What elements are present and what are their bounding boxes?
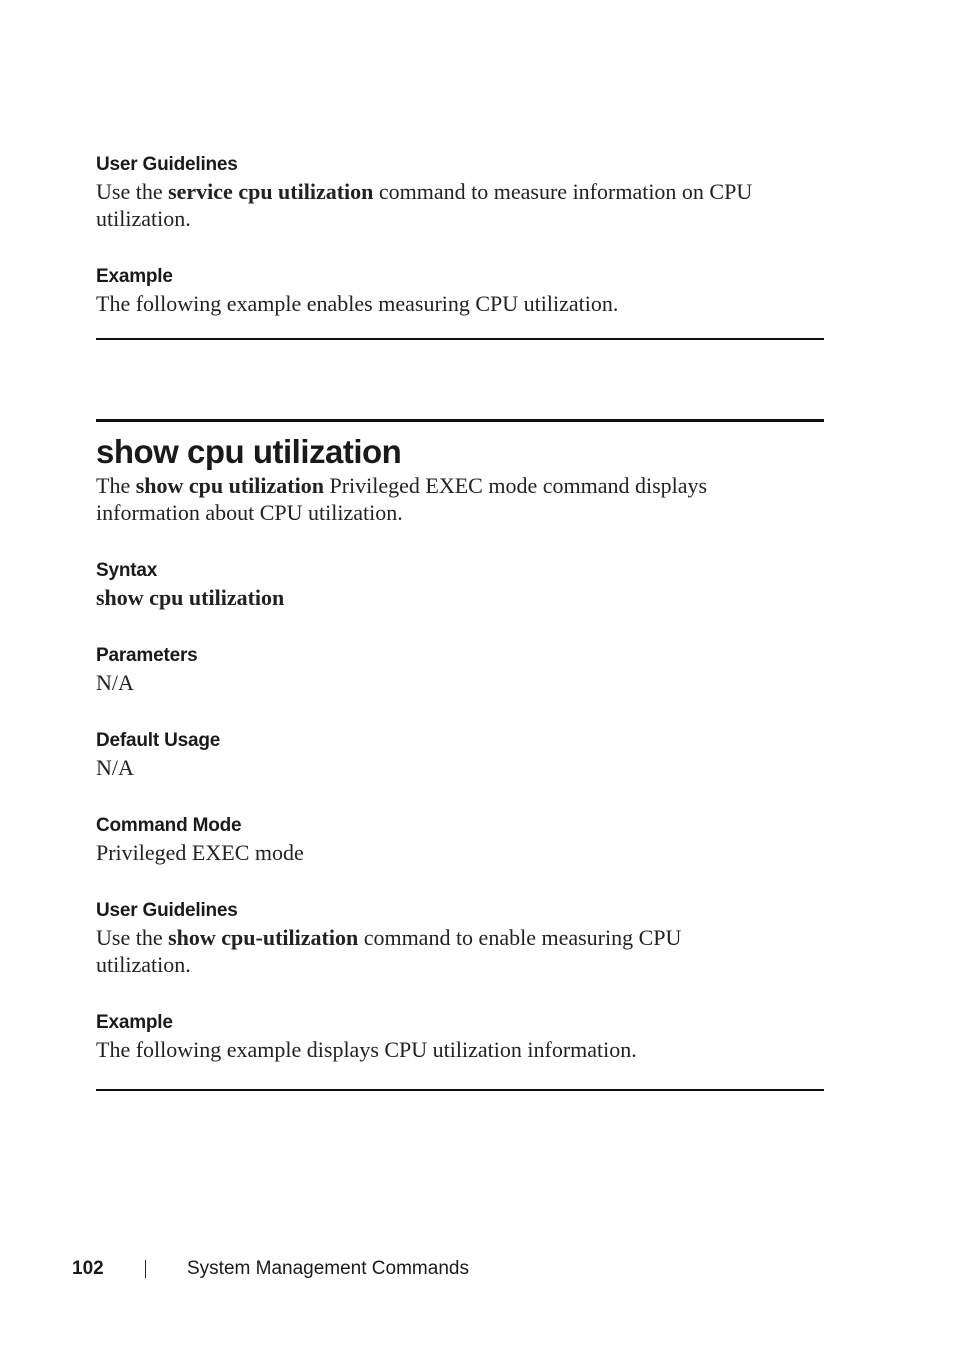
syntax-heading: Syntax — [96, 560, 158, 581]
prev-guidelines-heading: User Guidelines — [96, 154, 238, 175]
command-mode-heading: Command Mode — [96, 815, 242, 836]
guidelines-pre: Use the — [96, 925, 169, 950]
default-usage-heading: Default Usage — [96, 730, 221, 751]
previous-section — [96, 152, 824, 317]
default-usage-text: N/A — [96, 755, 134, 780]
prev-guidelines-pre: Use the — [96, 179, 169, 204]
parameters-text: N/A — [96, 670, 134, 695]
syntax-command: show cpu utilization — [96, 585, 285, 610]
page-number: 102 — [72, 1258, 104, 1279]
user-guidelines-text — [96, 924, 736, 978]
parameters-heading: Parameters — [96, 645, 198, 666]
syntax-text — [96, 584, 824, 611]
prev-example-heading: Example — [96, 266, 173, 287]
prev-guidelines-post: command to measure information on CPU utilization. — [96, 179, 753, 231]
guidelines-command: show cpu-utilization — [168, 925, 359, 950]
description-command: show cpu utilization — [135, 473, 324, 498]
user-guidelines-heading: User Guidelines — [96, 900, 238, 921]
prev-guidelines-text — [96, 178, 806, 232]
example-heading: Example — [96, 1012, 173, 1033]
command-section — [96, 432, 824, 1063]
footer-separator — [145, 1260, 146, 1278]
chapter-title: System Management Commands — [187, 1258, 469, 1279]
page-title: show cpu utilization — [96, 433, 402, 470]
section-bottom-rule — [96, 1089, 824, 1091]
section-end-rule — [96, 338, 824, 340]
section-start-rule — [96, 419, 824, 422]
prev-guidelines-command: service cpu utilization — [168, 179, 374, 204]
description-post: Privileged EXEC mode command displays information about CPU utilization. — [96, 473, 708, 525]
description-pre: The — [96, 473, 136, 498]
example-text: The following example displays CPU utilization information. — [96, 1037, 637, 1062]
command-mode-text: Privileged EXEC mode — [96, 840, 304, 865]
guidelines-post: command to enable measuring CPU utilization. — [96, 925, 682, 977]
prev-example-text: The following example enables measuring CPU utilization. — [96, 291, 619, 316]
command-description — [96, 472, 756, 526]
